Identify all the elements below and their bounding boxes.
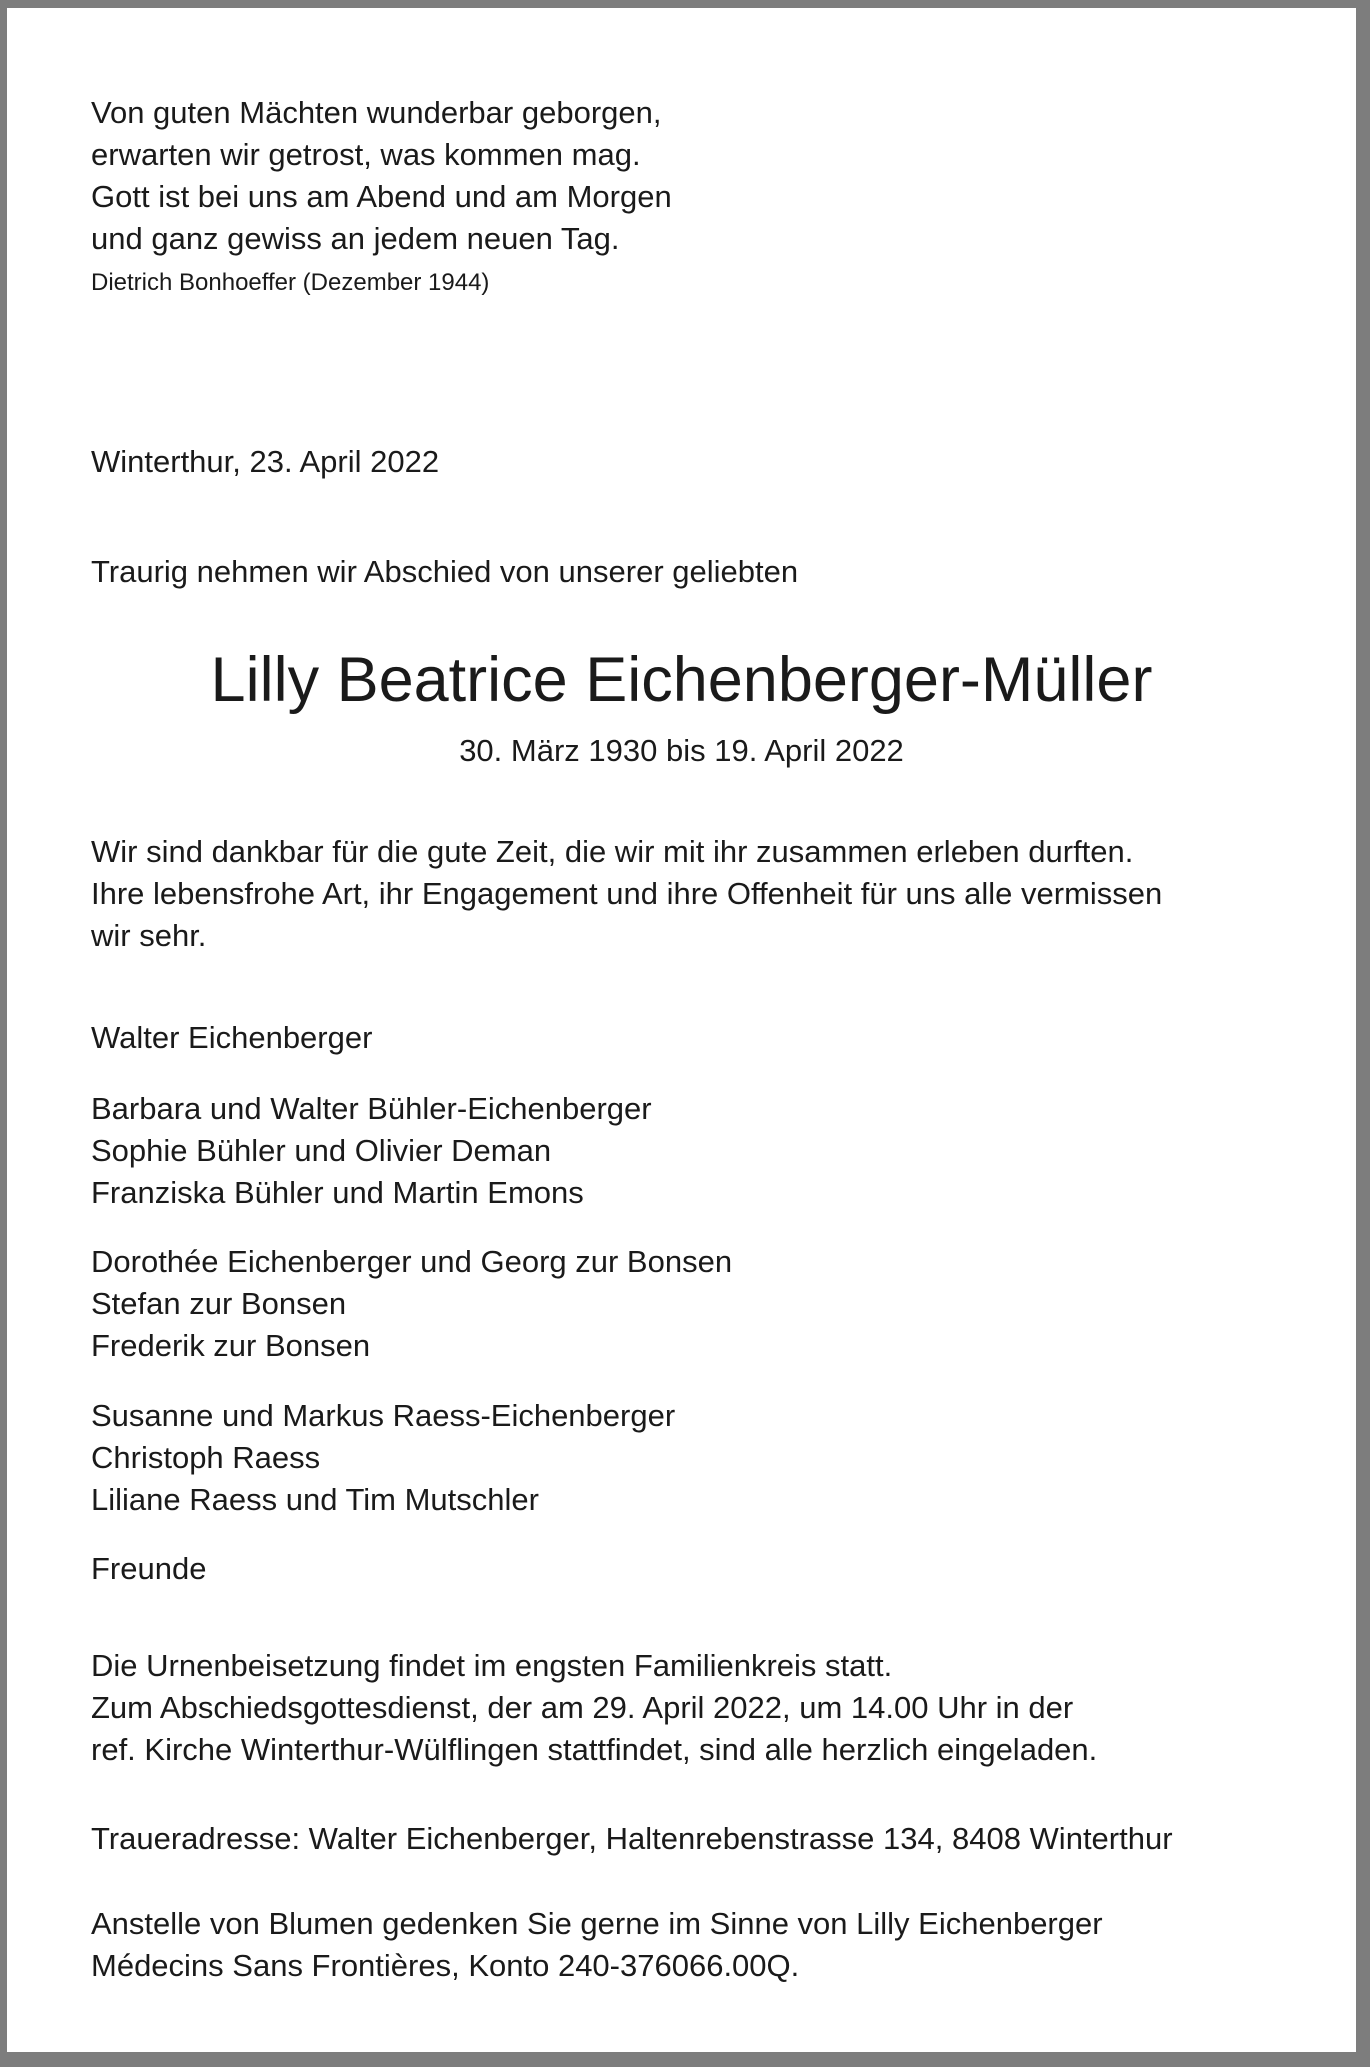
mourner-group-5: [91, 1548, 206, 1590]
mourner-name: Dorothée Eichenberger und Georg zur Bonsen: [91, 1244, 733, 1279]
place-date: Winterthur, 23. April 2022: [91, 444, 440, 479]
life-dates: 30. März 1930 bis 19. April 2022: [459, 733, 904, 768]
mourner-name: Freunde: [91, 1551, 207, 1586]
mourner-name: Frederik zur Bonsen: [91, 1328, 371, 1363]
deceased-name: Lilly Beatrice Eichenberger-Müller: [210, 645, 1153, 715]
service-line: ref. Kirche Winterthur-Wülflingen stattfindet, sind alle herzlich eingeladen.: [91, 1732, 1098, 1767]
tribute: [91, 831, 1162, 957]
intro-text: Traurig nehmen wir Abschied von unserer geliebten: [91, 554, 799, 589]
poem-line: erwarten wir getrost, was kommen mag.: [91, 137, 641, 172]
service-info: [91, 1645, 1097, 1771]
poem-line: Von guten Mächten wunderbar geborgen,: [91, 95, 662, 130]
poem-line: Gott ist bei uns am Abend und am Morgen: [91, 179, 672, 214]
mourner-group-2: [91, 1088, 652, 1214]
service-line: Die Urnenbeisetzung findet im engsten Familienkreis statt.: [91, 1648, 893, 1683]
poem: [91, 92, 672, 260]
mourner-name: Sophie Bühler und Olivier Deman: [91, 1133, 552, 1168]
donation-line: Médecins Sans Frontières, Konto 240-376066.00Q.: [91, 1948, 800, 1983]
mourner-name: Susanne und Markus Raess-Eichenberger: [91, 1398, 676, 1433]
mourner-group-3: [91, 1241, 732, 1367]
mourner-group-4: [91, 1395, 675, 1521]
mourner-name: Walter Eichenberger: [91, 1020, 373, 1055]
obituary-page: [7, 8, 1356, 2052]
mourner-name: Stefan zur Bonsen: [91, 1286, 347, 1321]
mourner-name: Franziska Bühler und Martin Emons: [91, 1175, 584, 1210]
mourner-name: Christoph Raess: [91, 1440, 321, 1475]
mourner-name: Barbara und Walter Bühler-Eichenberger: [91, 1091, 652, 1126]
tribute-line: wir sehr.: [91, 918, 207, 953]
poem-line: und ganz gewiss an jedem neuen Tag.: [91, 221, 620, 256]
mourner-name: Liliane Raess und Tim Mutschler: [91, 1482, 539, 1517]
tribute-line: Wir sind dankbar für die gute Zeit, die wir mit ihr zusammen erleben durften.: [91, 834, 1134, 869]
donation-line: Anstelle von Blumen gedenken Sie gerne im Sinne von Lilly Eichenberger: [91, 1906, 1103, 1941]
donation-info: [91, 1903, 1103, 1987]
service-line: Zum Abschiedsgottesdienst, der am 29. April 2022, um 14.00 Uhr in der: [91, 1690, 1074, 1725]
mourning-address: Traueradresse: Walter Eichenberger, Haltenrebenstrasse 134, 8408 Winterthur: [91, 1821, 1173, 1856]
mourner-group-1: [91, 1017, 372, 1059]
poem-attribution: Dietrich Bonhoeffer (Dezember 1944): [91, 269, 490, 296]
tribute-line: Ihre lebensfrohe Art, ihr Engagement und ihre Offenheit für uns alle vermissen: [91, 876, 1163, 911]
